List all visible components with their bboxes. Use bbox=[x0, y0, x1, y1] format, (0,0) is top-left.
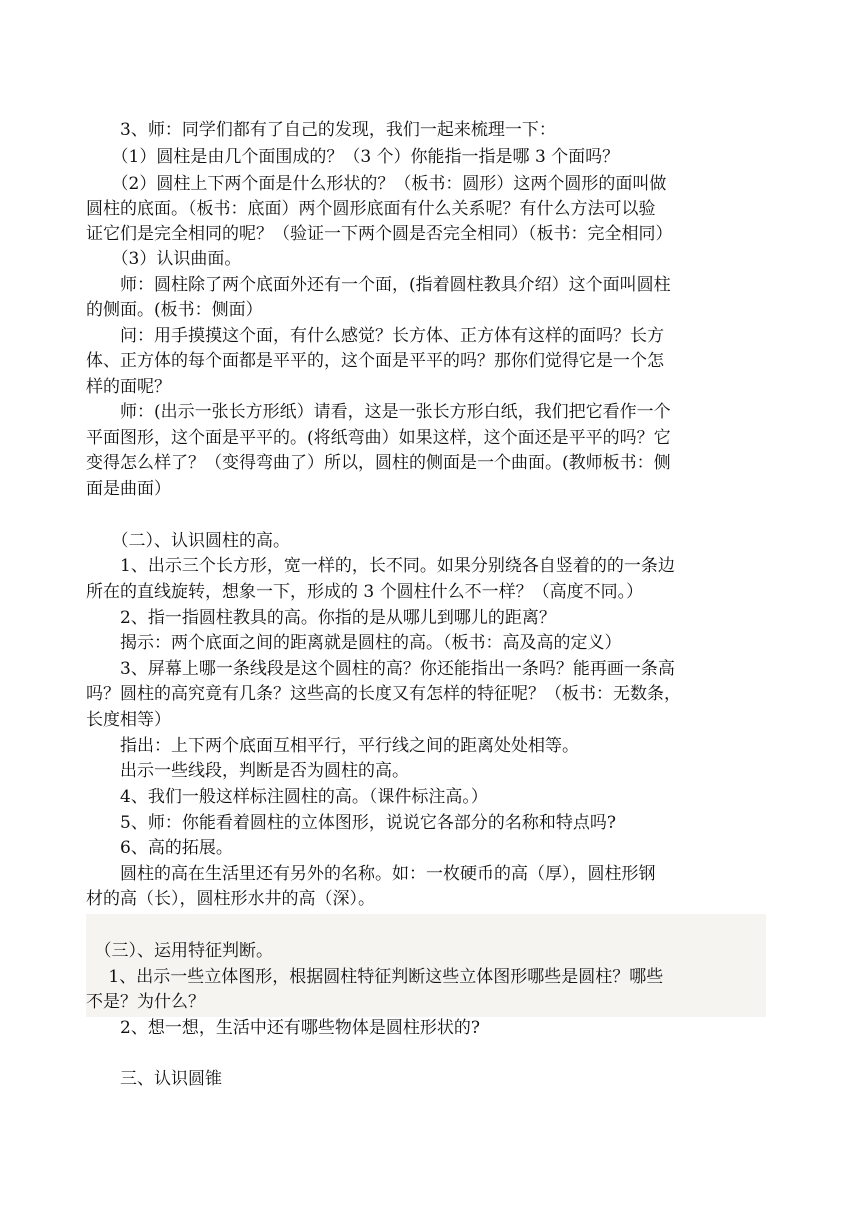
paragraph-line: 2、指一指圆柱教具的高。你指的是从哪儿到哪儿的距离？ bbox=[86, 608, 556, 628]
paragraph-line: 证它们是完全相同的呢？（验证一下两个圆是否完全相同）（板书：完全相同） bbox=[86, 224, 673, 244]
paragraph-line: 出示一些线段，判断是否为圆柱的高。 bbox=[86, 761, 409, 781]
section-heading: 三、认识圆锥 bbox=[86, 1069, 222, 1089]
paragraph-line: 1、出示一些立体图形，根据圆柱特征判断这些立体图形哪些是圆柱？哪些 bbox=[86, 967, 664, 987]
section-heading: （三）、运用特征判断。 bbox=[86, 941, 273, 961]
section-heading: （二）、认识圆柱的高。 bbox=[86, 531, 290, 551]
paragraph-line: 不是？为什么？ bbox=[86, 992, 205, 1012]
paragraph-line: 平面图形，这个面是平平的。(将纸弯曲）如果这样，这个面还是平平的吗？它 bbox=[86, 428, 671, 448]
paragraph-line: 体、正方体的每个面都是平平的，这个面是平平的吗？那你们觉得它是一个怎 bbox=[86, 351, 664, 371]
paragraph-line: 4、我们一般这样标注圆柱的高。（课件标注高。） bbox=[86, 787, 488, 807]
paragraph-line: 揭示：两个底面之间的距离就是圆柱的高。（板书：高及高的定义） bbox=[86, 633, 622, 653]
paragraph-line: 3、师：同学们都有了自己的发现，我们一起来梳理一下： bbox=[86, 120, 556, 140]
paragraph-line: 5、师：你能看着圆柱的立体图形，说说它各部分的名称和特点吗? bbox=[86, 813, 616, 833]
paragraph-line: 2、想一想，生活中还有哪些物体是圆柱形状的? bbox=[86, 1018, 480, 1038]
paragraph-line: 吗？圆柱的高究竟有几条？这些高的长度又有怎样的特征呢？（板书：无数条， bbox=[86, 684, 681, 704]
paragraph-line: 材的高（长），圆柱形水井的高（深）。 bbox=[86, 889, 375, 909]
paragraph-line: （2）圆柱上下两个面是什么形状的？（板书：圆形）这两个圆形的面叫做 bbox=[86, 174, 667, 194]
paragraph-line: 变得怎么样了？（变得弯曲了）所以，圆柱的侧面是一个曲面。(教师板书：侧 bbox=[86, 453, 671, 473]
paragraph-line: 样的面呢？ bbox=[86, 377, 171, 397]
paragraph-line: 6、高的拓展。 bbox=[86, 838, 233, 858]
paragraph-line: 3、屏幕上哪一条线段是这个圆柱的高？你还能指出一条吗？能再画一条高 bbox=[86, 659, 675, 679]
paragraph-line: 圆柱的底面。（板书：底面）两个圆形底面有什么关系呢？有什么方法可以验 bbox=[86, 199, 656, 219]
paragraph-line: 问：用手摸摸这个面，有什么感觉？长方体、正方体有这样的面吗？长方 bbox=[86, 326, 664, 346]
paragraph-line: （3）认识曲面。 bbox=[86, 249, 242, 269]
paragraph-line: 1、出示三个长方形，宽一样的，长不同。如果分别绕各自竖着的的一条边 bbox=[86, 556, 675, 576]
paragraph-line: 面是曲面） bbox=[86, 479, 171, 499]
paragraph-line: 指出：上下两个底面互相平行，平行线之间的距离处处相等。 bbox=[86, 736, 579, 756]
paragraph-line: 师：圆柱除了两个底面外还有一个面，(指着圆柱教具介绍）这个面叫圆柱 bbox=[86, 275, 671, 295]
paragraph-line: 的侧面。(板书：侧面） bbox=[86, 300, 263, 320]
paragraph-line: 长度相等） bbox=[86, 710, 171, 730]
paragraph-line: 所在的直线旋转，想象一下，形成的 3 个圆柱什么不一样？（高度不同。） bbox=[86, 582, 644, 602]
paragraph-line: （1）圆柱是由几个面围成的？（3 个）你能指一指是哪 3 个面吗？ bbox=[86, 147, 620, 167]
paragraph-line: 师：(出示一张长方形纸）请看，这是一张长方形白纸，我们把它看作一个 bbox=[86, 402, 671, 422]
paragraph-line: 圆柱的高在生活里还有另外的名称。如：一枚硬币的高（厚），圆柱形钢 bbox=[86, 864, 656, 884]
